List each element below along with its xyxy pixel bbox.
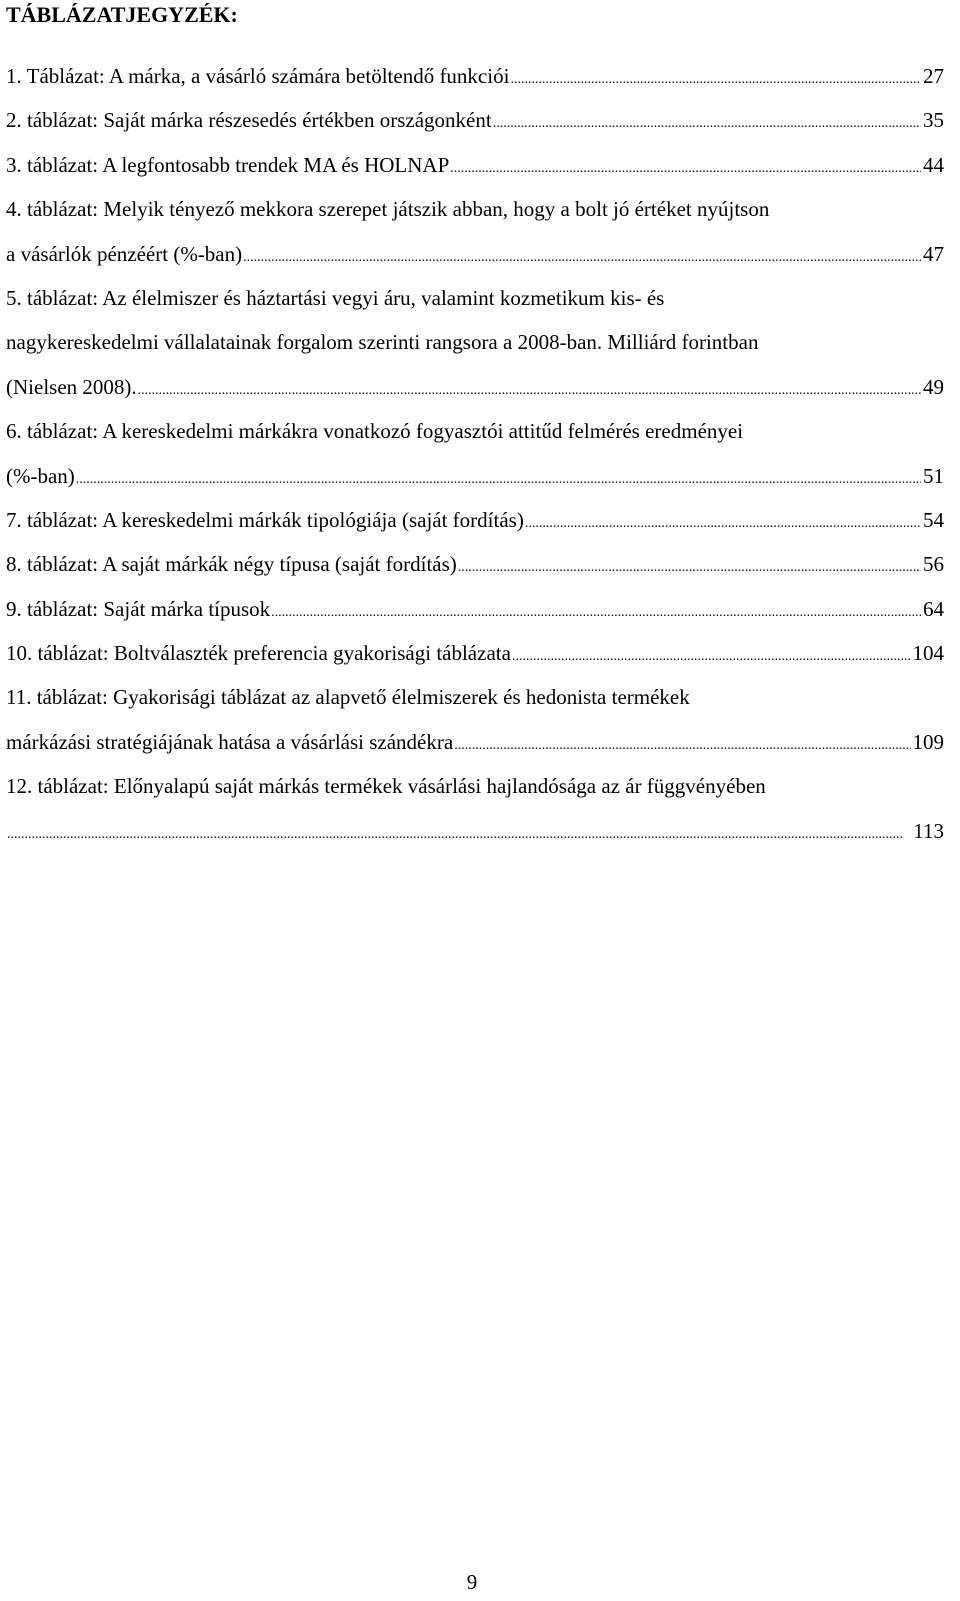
toc-entry-page: 47 xyxy=(923,241,944,266)
toc-entry[interactable] xyxy=(6,549,944,593)
toc-entry-title: 4. táblázat: Melyik tényező mekkora szerepet játszik abban, hogy a bolt jó értéket nyújtson xyxy=(6,197,770,222)
toc-entry-line xyxy=(6,372,944,416)
page-number: 9 xyxy=(466,1570,478,1594)
toc-entry-line xyxy=(6,505,944,549)
toc-entry-page: 64 xyxy=(923,596,944,621)
toc-entry-page: 113 xyxy=(913,818,944,843)
toc-entry-title: 7. táblázat: A kereskedelmi márkák tipológiája (saját fordítás) xyxy=(6,507,524,532)
toc-entry[interactable] xyxy=(6,505,944,549)
toc-entry-line xyxy=(6,594,944,638)
toc-entry-title: 5. táblázat: Az élelmiszer és háztartási vegyi áru, valamint kozmetikum kis- és xyxy=(6,285,665,310)
table-of-tables-list xyxy=(6,61,944,860)
dot-leader xyxy=(450,154,921,184)
toc-entry-title: 9. táblázat: Saját márka típusok xyxy=(6,596,271,621)
toc-entry-line xyxy=(6,771,944,815)
toc-entry-page: 51 xyxy=(923,463,944,488)
toc-entry-title: a vásárlók pénzéért (%-ban) xyxy=(6,241,243,266)
toc-entry-title: márkázási stratégiájának hatása a vásárlási szándékra xyxy=(6,729,454,754)
toc-entry-line xyxy=(6,727,944,771)
toc-entry-page: 109 xyxy=(912,729,944,754)
toc-entry-page: 44 xyxy=(923,152,944,177)
dot-leader xyxy=(138,376,921,406)
toc-entry-page: 104 xyxy=(912,641,944,666)
toc-entry-title: nagykereskedelmi vállalatainak forgalom szerinti rangsora a 2008-ban. Milliárd forintban xyxy=(6,330,759,355)
dot-leader xyxy=(525,509,921,539)
toc-entry-title: 2. táblázat: Saját márka részesedés értékben országonként xyxy=(6,108,492,133)
toc-entry[interactable] xyxy=(6,682,944,771)
toc-entry-line xyxy=(6,816,944,860)
toc-entry-line xyxy=(6,239,944,283)
toc-entry-line xyxy=(6,638,944,682)
dot-leader xyxy=(76,465,921,495)
toc-entry-title: 3. táblázat: A legfontosabb trendek MA és HOLNAP xyxy=(6,152,450,177)
toc-entry[interactable] xyxy=(6,150,944,194)
toc-entry-line xyxy=(6,461,944,505)
toc-entry[interactable] xyxy=(6,594,944,638)
toc-entry-line xyxy=(6,549,944,593)
dot-leader xyxy=(512,642,911,672)
toc-entry[interactable] xyxy=(6,416,944,505)
dot-leader xyxy=(7,820,911,850)
toc-entry-page: 27 xyxy=(923,64,944,88)
dot-leader xyxy=(271,598,921,628)
toc-entry[interactable] xyxy=(6,194,944,283)
toc-entry-title: 12. táblázat: Előnyalapú saját márkás termékek vásárlási hajlandósága az ár függvényében xyxy=(6,774,766,799)
toc-entry-line xyxy=(6,61,944,105)
toc-entry-title: 6. táblázat: A kereskedelmi márkákra vonatkozó fogyasztói attitűd felmérés eredményei xyxy=(6,419,744,444)
toc-entry-line xyxy=(6,283,944,327)
dot-leader xyxy=(243,243,921,273)
toc-entry-page: 56 xyxy=(923,552,944,577)
toc-entry-line xyxy=(6,194,944,238)
toc-entry-page: 49 xyxy=(923,374,944,399)
dot-leader xyxy=(510,65,921,95)
toc-entry-page: 54 xyxy=(923,507,944,532)
dot-leader xyxy=(458,553,921,583)
toc-entry[interactable] xyxy=(6,283,944,416)
toc-entry[interactable] xyxy=(6,771,944,860)
dot-leader xyxy=(493,109,921,139)
toc-entry-title: (Nielsen 2008). xyxy=(6,374,137,399)
toc-entry-page: 35 xyxy=(923,108,944,133)
toc-entry[interactable] xyxy=(6,638,944,682)
toc-entry[interactable] xyxy=(6,105,944,149)
list-of-tables-heading: TÁBLÁZATJEGYZÉK: xyxy=(6,2,238,27)
toc-entry-line xyxy=(6,416,944,460)
toc-entry-line xyxy=(6,105,944,149)
toc-entry-title: 1. Táblázat: A márka, a vásárló számára betöltendő funkciói xyxy=(6,64,510,88)
dot-leader xyxy=(454,731,910,761)
toc-entry-title: (%-ban) xyxy=(6,463,75,488)
toc-entry-title: 11. táblázat: Gyakorisági táblázat az alapvető élelmiszerek és hedonista termékek xyxy=(6,685,690,710)
toc-entry-line xyxy=(6,682,944,726)
toc-entry-title: 8. táblázat: A saját márkák négy típusa (saját fordítás) xyxy=(6,552,457,577)
toc-entry[interactable] xyxy=(6,61,944,105)
toc-entry-line xyxy=(6,327,944,371)
toc-entry-title: 10. táblázat: Boltválaszték preferencia gyakorisági táblázata xyxy=(6,641,511,666)
toc-entry-line xyxy=(6,150,944,194)
